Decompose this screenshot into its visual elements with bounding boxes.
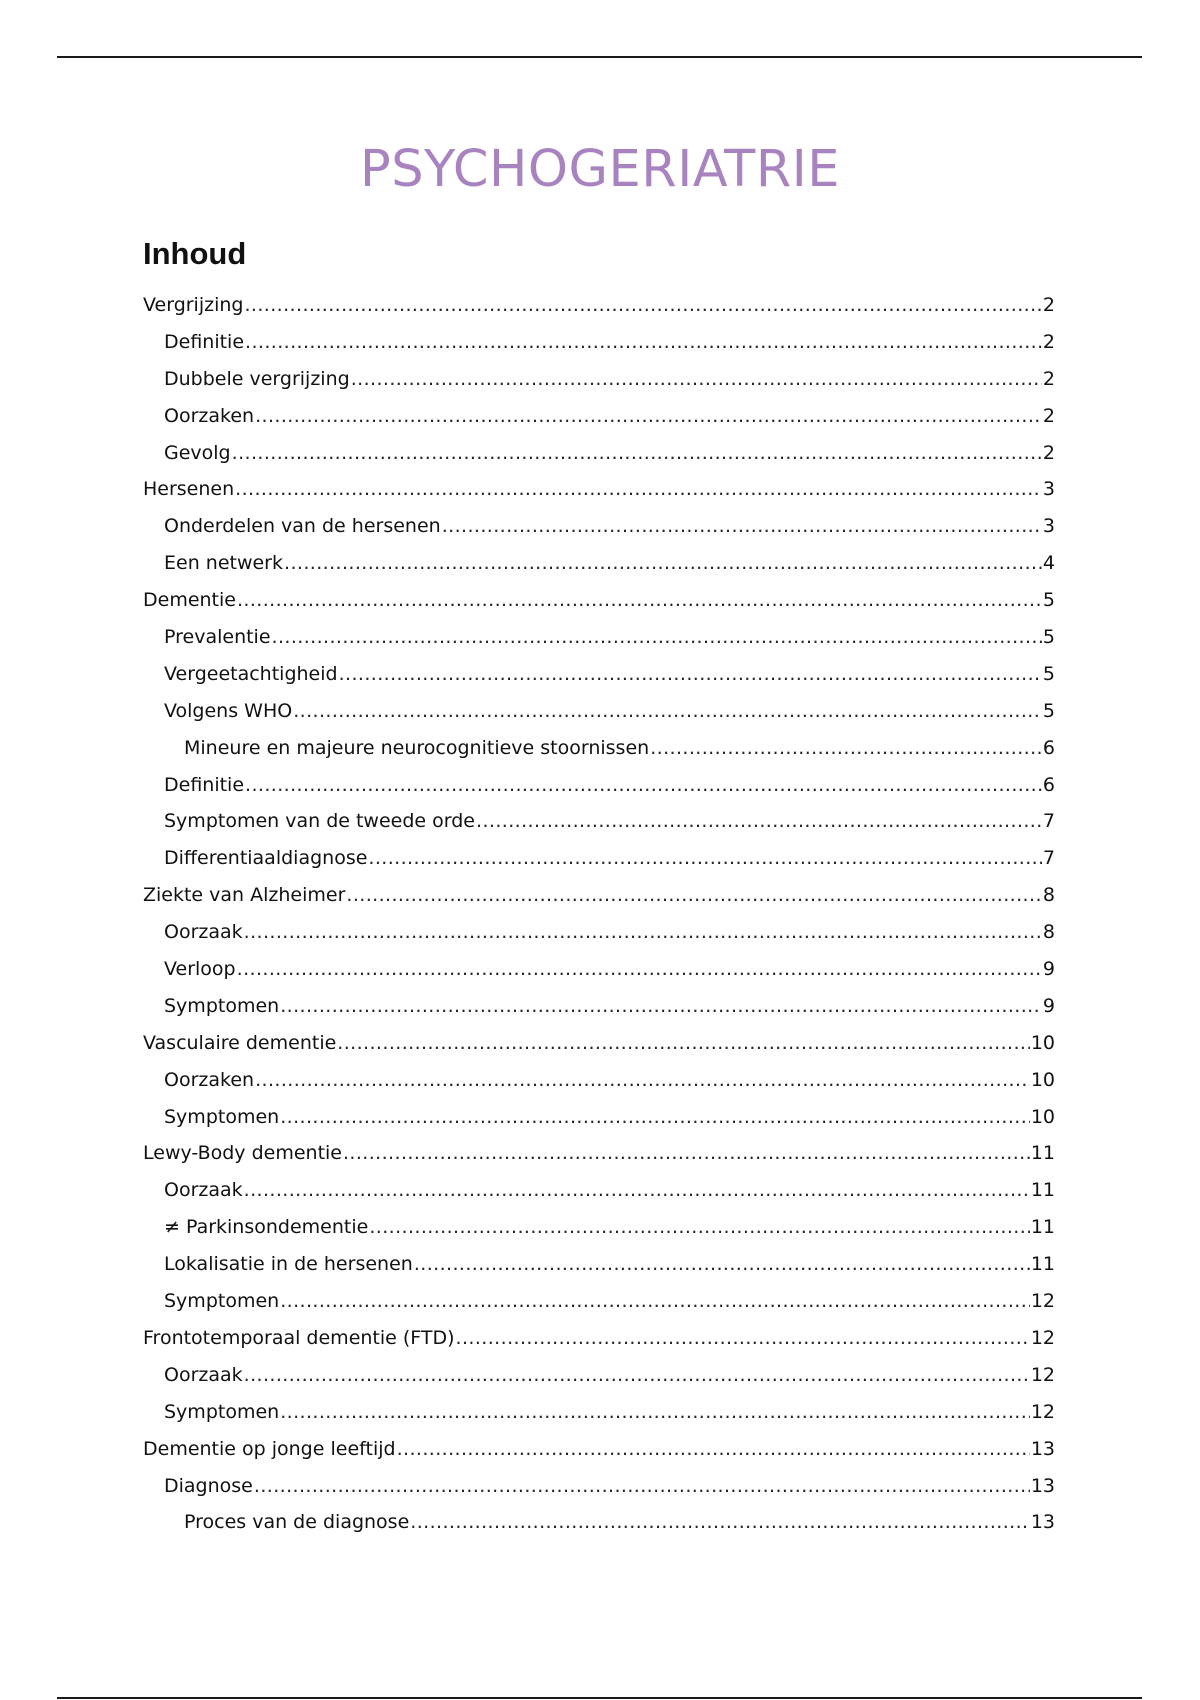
toc-dot-leader xyxy=(368,840,1042,877)
toc-entry-page-number: 12 xyxy=(1030,1326,1055,1349)
toc-entry-page-number: 12 xyxy=(1030,1400,1055,1423)
toc-entry-label: Volgens WHO xyxy=(164,699,293,722)
toc-entry[interactable] xyxy=(143,1209,1055,1246)
toc-dot-leader xyxy=(280,1283,1030,1320)
toc-entry[interactable] xyxy=(143,508,1055,545)
toc-entry-label: Lokalisatie in de hersenen xyxy=(164,1253,413,1276)
toc-dot-leader xyxy=(346,877,1042,914)
toc-entry[interactable] xyxy=(143,545,1055,582)
toc-dot-leader xyxy=(414,1246,1030,1283)
toc-entry-page-number: 2 xyxy=(1042,367,1055,390)
toc-entry[interactable] xyxy=(143,877,1055,914)
toc-entry-page-number: 3 xyxy=(1042,478,1055,501)
toc-entry-page-number: 4 xyxy=(1042,552,1055,575)
toc-entry-page-number: 9 xyxy=(1042,958,1055,981)
toc-dot-leader xyxy=(456,1320,1030,1357)
toc-entry[interactable] xyxy=(143,619,1055,656)
toc-entry[interactable] xyxy=(143,1025,1055,1062)
toc-dot-leader xyxy=(442,508,1042,545)
toc-entry-label: Oorzaken xyxy=(164,1068,255,1091)
toc-dot-leader xyxy=(245,767,1042,804)
header-rule xyxy=(57,56,1142,58)
toc-entry-label: Symptomen xyxy=(164,994,280,1017)
toc-entry[interactable] xyxy=(143,767,1055,804)
toc-entry-page-number: 6 xyxy=(1042,773,1055,796)
toc-entry-label: Oorzaak xyxy=(164,1363,243,1386)
toc-entry-page-number: 12 xyxy=(1030,1290,1055,1313)
toc-entry-page-number: 6 xyxy=(1042,736,1055,759)
toc-dot-leader xyxy=(284,545,1042,582)
toc-dot-leader xyxy=(244,287,1041,324)
toc-dot-leader xyxy=(280,1394,1030,1431)
toc-dot-leader xyxy=(245,324,1042,361)
toc-entry-label: Definitie xyxy=(164,773,245,796)
toc-entry[interactable] xyxy=(143,988,1055,1025)
toc-dot-leader xyxy=(255,1062,1030,1099)
toc-entry-label: Differentiaaldiagnose xyxy=(164,847,368,870)
toc-entry[interactable] xyxy=(143,287,1055,324)
toc-entry[interactable] xyxy=(143,1504,1055,1541)
toc-entry-page-number: 5 xyxy=(1042,626,1055,649)
toc-dot-leader xyxy=(235,471,1042,508)
toc-entry-page-number: 3 xyxy=(1042,515,1055,538)
toc-entry-label: Dementie op jonge leeftijd xyxy=(143,1437,396,1460)
toc-dot-leader xyxy=(339,656,1042,693)
toc-dot-leader xyxy=(293,693,1042,730)
toc-entry-label: Vergrijzing xyxy=(143,294,244,316)
toc-entry-page-number: 8 xyxy=(1042,921,1055,944)
toc-entry-page-number: 11 xyxy=(1030,1216,1055,1239)
toc-dot-leader xyxy=(255,398,1042,435)
toc-entry[interactable] xyxy=(143,1099,1055,1136)
toc-entry-label: Prevalentie xyxy=(164,626,271,649)
toc-entry-page-number: 13 xyxy=(1030,1474,1055,1497)
toc-entry-label: Vasculaire dementie xyxy=(143,1031,337,1054)
toc-entry[interactable] xyxy=(143,435,1055,472)
toc-entry-label: Een netwerk xyxy=(164,552,284,575)
toc-dot-leader xyxy=(650,730,1042,767)
toc-entry-page-number: 2 xyxy=(1042,404,1055,427)
toc-entry[interactable] xyxy=(143,1320,1055,1357)
toc-entry-label: Symptomen xyxy=(164,1290,280,1313)
toc-entry-label: Symptomen van de tweede orde xyxy=(164,810,475,833)
toc-entry-page-number: 11 xyxy=(1030,1142,1055,1165)
toc-dot-leader xyxy=(410,1504,1030,1541)
toc-dot-leader xyxy=(244,1357,1030,1394)
toc-dot-leader xyxy=(244,1172,1030,1209)
toc-entry-label: Oorzaak xyxy=(164,1179,243,1202)
toc-heading: Inhoud xyxy=(143,236,247,271)
toc-dot-leader xyxy=(254,1468,1030,1505)
toc-entry[interactable] xyxy=(143,1357,1055,1394)
toc-entry-label: ≠ Parkinsondementie xyxy=(164,1216,369,1239)
toc-entry-label: Symptomen xyxy=(164,1400,280,1423)
toc-entry[interactable] xyxy=(143,656,1055,693)
toc-entry[interactable] xyxy=(143,398,1055,435)
toc-entry[interactable] xyxy=(143,1394,1055,1431)
toc-entry[interactable] xyxy=(143,471,1055,508)
toc-entry-page-number: 2 xyxy=(1042,441,1055,464)
toc-dot-leader xyxy=(280,988,1042,1025)
toc-entry-label: Proces van de diagnose xyxy=(184,1511,410,1534)
toc-entry-page-number: 10 xyxy=(1030,1068,1055,1091)
toc-entry-label: Mineure en majeure neurocognitieve stoornissen xyxy=(184,736,650,759)
toc-entry-page-number: 5 xyxy=(1042,699,1055,722)
toc-dot-leader xyxy=(397,1431,1030,1468)
toc-entry[interactable] xyxy=(143,1246,1055,1283)
toc-entry[interactable] xyxy=(143,361,1055,398)
toc-entry-label: Hersenen xyxy=(143,478,235,501)
toc-entry[interactable] xyxy=(143,803,1055,840)
toc-entry-page-number: 13 xyxy=(1030,1511,1055,1534)
toc-entry-label: Vergeetachtigheid xyxy=(164,662,338,685)
toc-entry-label: Frontotemporaal dementie (FTD) xyxy=(143,1326,455,1349)
toc-entry[interactable] xyxy=(143,1283,1055,1320)
toc-entry-label: Dubbele vergrijzing xyxy=(164,367,350,390)
toc-dot-leader xyxy=(369,1209,1029,1246)
toc-entry-page-number: 10 xyxy=(1030,1105,1055,1128)
toc-entry-label: Diagnose xyxy=(164,1474,253,1497)
toc-dot-leader xyxy=(343,1135,1030,1172)
toc-entry-page-number: 11 xyxy=(1030,1253,1055,1276)
toc-entry[interactable] xyxy=(143,1135,1055,1172)
toc-entry-label: Oorzaken xyxy=(164,404,255,427)
toc-dot-leader xyxy=(237,582,1042,619)
toc-dot-leader xyxy=(244,914,1042,951)
toc-entry-label: Verloop xyxy=(164,958,236,981)
toc-entry-page-number: 7 xyxy=(1042,847,1055,870)
toc-entry[interactable] xyxy=(143,324,1055,361)
toc-entry-label: Lewy-Body dementie xyxy=(143,1142,342,1165)
toc-entry-page-number: 2 xyxy=(1042,294,1055,316)
toc-entry-page-number: 7 xyxy=(1042,810,1055,833)
toc-entry[interactable] xyxy=(143,840,1055,877)
toc-entry[interactable] xyxy=(143,1172,1055,1209)
toc-entry[interactable] xyxy=(143,1468,1055,1505)
toc-entry[interactable] xyxy=(143,1062,1055,1099)
toc-entry-page-number: 8 xyxy=(1042,884,1055,907)
table-of-contents xyxy=(143,287,1055,1541)
toc-dot-leader xyxy=(237,951,1042,988)
toc-entry-page-number: 5 xyxy=(1042,589,1055,612)
toc-entry-page-number: 13 xyxy=(1030,1437,1055,1460)
document-title: PSYCHOGERIATRIE xyxy=(359,140,841,199)
toc-entry-label: Oorzaak xyxy=(164,921,243,944)
toc-entry[interactable] xyxy=(143,730,1055,767)
toc-entry-label: Ziekte van Alzheimer xyxy=(143,884,346,907)
footer-rule xyxy=(57,1697,1142,1699)
toc-entry-label: Dementie xyxy=(143,589,236,612)
toc-entry[interactable] xyxy=(143,1431,1055,1468)
toc-entry-page-number: 10 xyxy=(1030,1031,1055,1054)
toc-entry-label: Symptomen xyxy=(164,1105,280,1128)
toc-dot-leader xyxy=(280,1099,1030,1136)
toc-dot-leader xyxy=(272,619,1042,656)
toc-dot-leader xyxy=(337,1025,1030,1062)
toc-entry-label: Definitie xyxy=(164,330,245,353)
toc-entry-label: Gevolg xyxy=(164,441,231,464)
toc-entry-page-number: 2 xyxy=(1042,330,1055,353)
toc-entry-page-number: 5 xyxy=(1042,662,1055,685)
toc-entry-page-number: 12 xyxy=(1030,1363,1055,1386)
toc-entry-page-number: 9 xyxy=(1042,994,1055,1017)
toc-entry-label: Onderdelen van de hersenen xyxy=(164,515,441,538)
toc-dot-leader xyxy=(232,435,1042,472)
toc-dot-leader xyxy=(476,803,1042,840)
toc-entry[interactable] xyxy=(143,582,1055,619)
toc-entry[interactable] xyxy=(143,951,1055,988)
toc-entry-page-number: 11 xyxy=(1030,1179,1055,1202)
toc-entry[interactable] xyxy=(143,693,1055,730)
toc-dot-leader xyxy=(351,361,1042,398)
toc-entry[interactable] xyxy=(143,914,1055,951)
